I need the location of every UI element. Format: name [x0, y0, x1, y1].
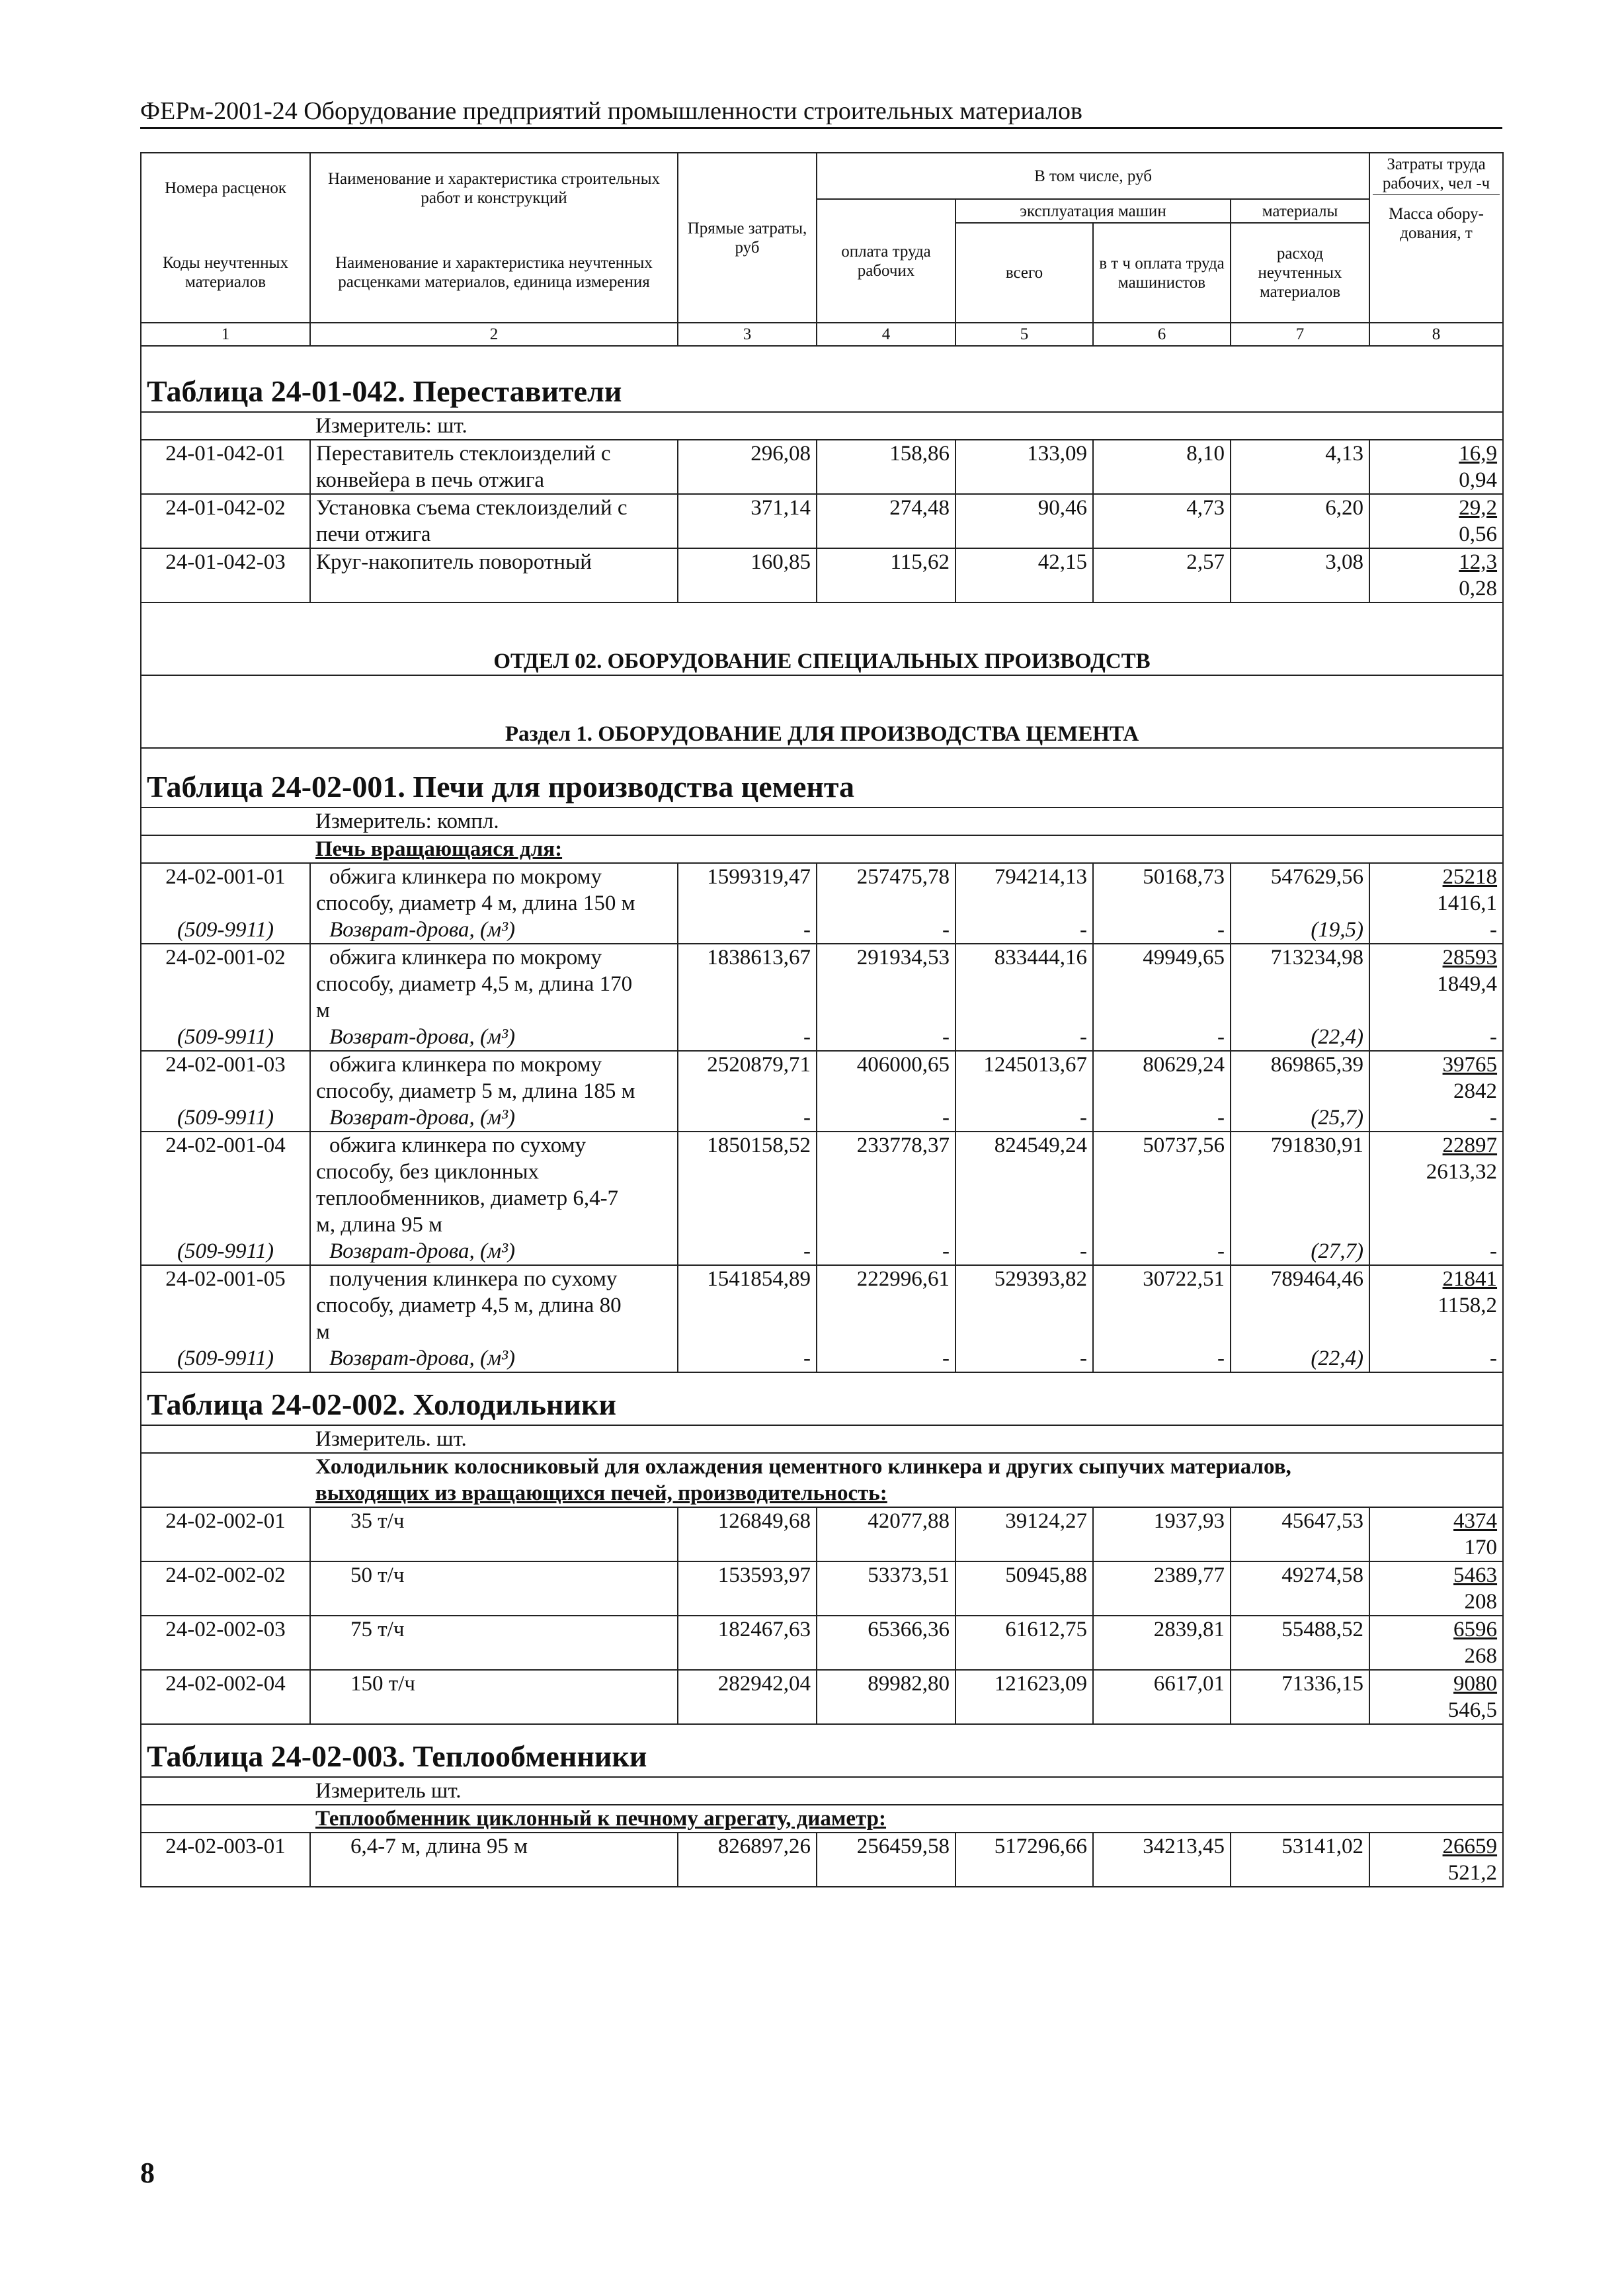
- labor-pay: 256459,58: [817, 1833, 955, 1887]
- col1-header-top: Номера расценок: [141, 153, 310, 223]
- materials-cost: 3,08: [1231, 548, 1369, 602]
- group-heading: Холодильник колосниковый для охлаждения цементного клинкера и других сыпучих материалов, выходящих из вращающихся печей, производительность:: [310, 1453, 1503, 1507]
- rate-code-cell: 24-02-001-01 (509-9911): [141, 863, 310, 944]
- direct-cost: 296,08: [678, 440, 817, 494]
- materials-header: материалы: [1231, 199, 1369, 223]
- table-title: [141, 346, 1503, 412]
- unit-line: Измеритель: шт.: [310, 412, 1503, 440]
- table-row: [141, 1833, 1503, 1887]
- labor-pay: 158,86: [817, 440, 955, 494]
- materials-cost: 6,20: [1231, 494, 1369, 548]
- col-number: 3: [678, 323, 817, 346]
- work-name: 150 т/ч: [310, 1670, 678, 1724]
- rate-code: 24-02-003-01: [141, 1833, 310, 1887]
- mass-header: Масса обору- дования, т: [1389, 205, 1484, 242]
- machines-total: 517296,66: [955, 1833, 1093, 1887]
- col5-header: всего: [955, 223, 1093, 323]
- table-title: Таблица 24-02-001. Печи для производства цемента: [141, 748, 1503, 807]
- col-number: 4: [817, 323, 955, 346]
- rate-code: 24-02-002-04: [141, 1670, 310, 1724]
- work-name: 6,4-7 м, длина 95 м: [310, 1833, 678, 1887]
- operators-pay: 34213,45: [1093, 1833, 1231, 1887]
- labor-and-mass: 12,3 0,28: [1369, 548, 1503, 602]
- labor-and-mass: 6596 268: [1369, 1616, 1503, 1670]
- col4-header: оплата труда рабочих: [817, 199, 955, 323]
- col-number: 5: [955, 323, 1093, 346]
- table-row: [141, 1616, 1503, 1670]
- operators-pay: 2839,81: [1093, 1616, 1231, 1670]
- labor-and-mass: 4374 170: [1369, 1507, 1503, 1561]
- labor-and-mass: 29,2 0,56: [1369, 494, 1503, 548]
- unit-line: Измеритель шт.: [310, 1777, 1503, 1805]
- col3-header: Прямые затраты, руб: [678, 153, 817, 323]
- machines-header: эксплуатация машин: [955, 199, 1231, 223]
- table-row: [141, 1670, 1503, 1724]
- labor-pay: 42077,88: [817, 1507, 955, 1561]
- operators-pay: 4,73: [1093, 494, 1231, 548]
- work-name: получения клинкера по сухому способу, диаметр 4,5 м, длина 80 м Возврат-дрова, (м³): [310, 1265, 678, 1372]
- labor-pay: 115,62: [817, 548, 955, 602]
- materials-cost: 53141,02: [1231, 1833, 1369, 1887]
- table-header: [141, 153, 1503, 346]
- machines-total: 90,46: [955, 494, 1093, 548]
- col-number: 1: [141, 323, 310, 346]
- table-row: [141, 1507, 1503, 1561]
- table-row: 24-02-001-03 (509-9911) обжига клинкера по мокрому способу, диаметр 5 м, длина 185 м Возврат-дрова, (м³) 2520879,71 - 406000,65 - 1245013,67 - 80629,24 - 869865,39 (25,7) 39765 2842 -: [141, 1051, 1503, 1132]
- direct-cost: 826897,26: [678, 1833, 817, 1887]
- table-row: 24-02-001-04 (509-9911) обжига клинкера по сухому способу, без циклонных теплообменников, диаметр 6,4-7 м, длина 95 м Возврат-дрова, (м³) 1850158,52 - 233778,37 - 824549,24 - 50737,56 - 791830,91 (27,7) 22897 2613,32 -: [141, 1132, 1503, 1265]
- labor-header: Затраты труда рабочих, чел -ч: [1373, 155, 1500, 195]
- operators-pay: 2,57: [1093, 548, 1231, 602]
- table-row: [141, 1561, 1503, 1616]
- running-header: ФЕРм-2001-24 Оборудование предприятий промышленности строительных материалов: [140, 97, 1502, 129]
- operators-pay: 6617,01: [1093, 1670, 1231, 1724]
- group-heading: Печь вращающаяся для:: [310, 835, 1503, 863]
- in-that-header: В том числе, руб: [817, 153, 1369, 199]
- col2-header-bottom: Наименование и характеристика неучтенных расценками материалов, единица измерения: [310, 223, 678, 323]
- machines-total: 39124,27: [955, 1507, 1093, 1561]
- rate-code: 24-01-042-02: [141, 494, 310, 548]
- operators-pay: 1937,93: [1093, 1507, 1231, 1561]
- labor-pay: 65366,36: [817, 1616, 955, 1670]
- labor-pay: 89982,80: [817, 1670, 955, 1724]
- table-row: [141, 440, 1503, 494]
- section-heading: Раздел 1. ОБОРУДОВАНИЕ ДЛЯ ПРОИЗВОДСТВА ЦЕМЕНТА: [141, 675, 1503, 748]
- labor-and-mass: 5463 208: [1369, 1561, 1503, 1616]
- rate-code: 24-02-002-02: [141, 1561, 310, 1616]
- department-heading: ОТДЕЛ 02. ОБОРУДОВАНИЕ СПЕЦИАЛЬНЫХ ПРОИЗВОДСТВ: [141, 602, 1503, 675]
- materials-cost: 45647,53: [1231, 1507, 1369, 1561]
- col6-header: в т ч оплата труда машинистов: [1093, 223, 1231, 323]
- rate-code: 24-02-002-03: [141, 1616, 310, 1670]
- direct-cost: 153593,97: [678, 1561, 817, 1616]
- table-title-text: Таблица 24-01-042. Переставители: [147, 374, 622, 408]
- work-name: обжига клинкера по сухому способу, без циклонных теплообменников, диаметр 6,4-7 м, длина 95 м Возврат-дрова, (м³): [310, 1132, 678, 1265]
- direct-cost: 160,85: [678, 548, 817, 602]
- work-name: Круг-накопитель поворотный: [310, 548, 678, 602]
- work-name: обжига клинкера по мокрому способу, диаметр 4,5 м, длина 170 м Возврат-дрова, (м³): [310, 944, 678, 1051]
- work-name: обжига клинкера по мокрому способу, диаметр 5 м, длина 185 м Возврат-дрова, (м³): [310, 1051, 678, 1132]
- labor-pay: 53373,51: [817, 1561, 955, 1616]
- operators-pay: 2389,77: [1093, 1561, 1231, 1616]
- col-number: 7: [1231, 323, 1369, 346]
- work-name: Установка съема стеклоизделий с печи отжига: [310, 494, 678, 548]
- page-number: 8: [140, 2157, 155, 2189]
- machines-total: 42,15: [955, 548, 1093, 602]
- col2-header-top: Наименование и характеристика строительных работ и конструкций: [310, 153, 678, 223]
- unit-line: Измеритель: компл.: [310, 807, 1503, 835]
- machines-total: 61612,75: [955, 1616, 1093, 1670]
- work-name: 50 т/ч: [310, 1561, 678, 1616]
- col7-header: расход неучтенных материалов: [1231, 223, 1369, 323]
- unit-line: Измеритель. шт.: [310, 1425, 1503, 1453]
- materials-cost: 71336,15: [1231, 1670, 1369, 1724]
- rate-code: 24-02-002-01: [141, 1507, 310, 1561]
- direct-cost: 126849,68: [678, 1507, 817, 1561]
- labor-and-mass: 26659 521,2: [1369, 1833, 1503, 1887]
- machines-total: 50945,88: [955, 1561, 1093, 1616]
- col-number: 2: [310, 323, 678, 346]
- table-title: Таблица 24-02-002. Холодильники: [141, 1372, 1503, 1425]
- work-name: 75 т/ч: [310, 1616, 678, 1670]
- group-heading: Теплообменник циклонный к печному агрегату, диаметр:: [310, 1805, 1503, 1833]
- rate-code: 24-01-042-01: [141, 440, 310, 494]
- rate-code: 24-01-042-03: [141, 548, 310, 602]
- col-number: 6: [1093, 323, 1231, 346]
- table-row: [141, 548, 1503, 602]
- labor-pay: 274,48: [817, 494, 955, 548]
- table-row: [141, 494, 1503, 548]
- col-number: 8: [1369, 323, 1503, 346]
- table-row: 24-02-001-05 (509-9911) получения клинкера по сухому способу, диаметр 4,5 м, длина 80 м Возврат-дрова, (м³) 1541854,89 - 222996,61 - 529393,82 - 30722,51 - 789464,46 (22,4) 21841 1158,2 -: [141, 1265, 1503, 1372]
- operators-pay: 8,10: [1093, 440, 1231, 494]
- machines-total: 121623,09: [955, 1670, 1093, 1724]
- machines-total: 133,09: [955, 440, 1093, 494]
- rates-table: [140, 152, 1504, 1887]
- labor-and-mass: 9080 546,5: [1369, 1670, 1503, 1724]
- labor-and-mass: 16,9 0,94: [1369, 440, 1503, 494]
- work-name: 35 т/ч: [310, 1507, 678, 1561]
- direct-cost: 371,14: [678, 494, 817, 548]
- materials-cost: 55488,52: [1231, 1616, 1369, 1670]
- work-name: обжига клинкера по мокрому способу, диаметр 4 м, длина 150 м Возврат-дрова, (м³): [310, 863, 678, 944]
- table-row: 24-02-001-02 (509-9911) обжига клинкера по мокрому способу, диаметр 4,5 м, длина 170 м Возврат-дрова, (м³) 1838613,67 - 291934,53 - 833444,16 - 49949,65 - 713234,98 (22,4) 28593 1849,4 -: [141, 944, 1503, 1051]
- col8-header: [1369, 153, 1503, 323]
- materials-cost: 4,13: [1231, 440, 1369, 494]
- col1-header-bottom: Коды неучтенных материалов: [141, 223, 310, 323]
- direct-cost: 282942,04: [678, 1670, 817, 1724]
- table-title: Таблица 24-02-003. Теплообменники: [141, 1724, 1503, 1777]
- direct-cost: 182467,63: [678, 1616, 817, 1670]
- materials-cost: 49274,58: [1231, 1561, 1369, 1616]
- column-numbers-row: [141, 323, 1503, 346]
- table-row: 24-02-001-01 (509-9911) обжига клинкера по мокрому способу, диаметр 4 м, длина 150 м Возврат-дрова, (м³) 1599319,47 - 257475,78 - 794214,13 - 50168,73 - 547629,56 (19,5) 25218 1416,1 -: [141, 863, 1503, 944]
- work-name: Переставитель стеклоизделий с конвейера в печь отжига: [310, 440, 678, 494]
